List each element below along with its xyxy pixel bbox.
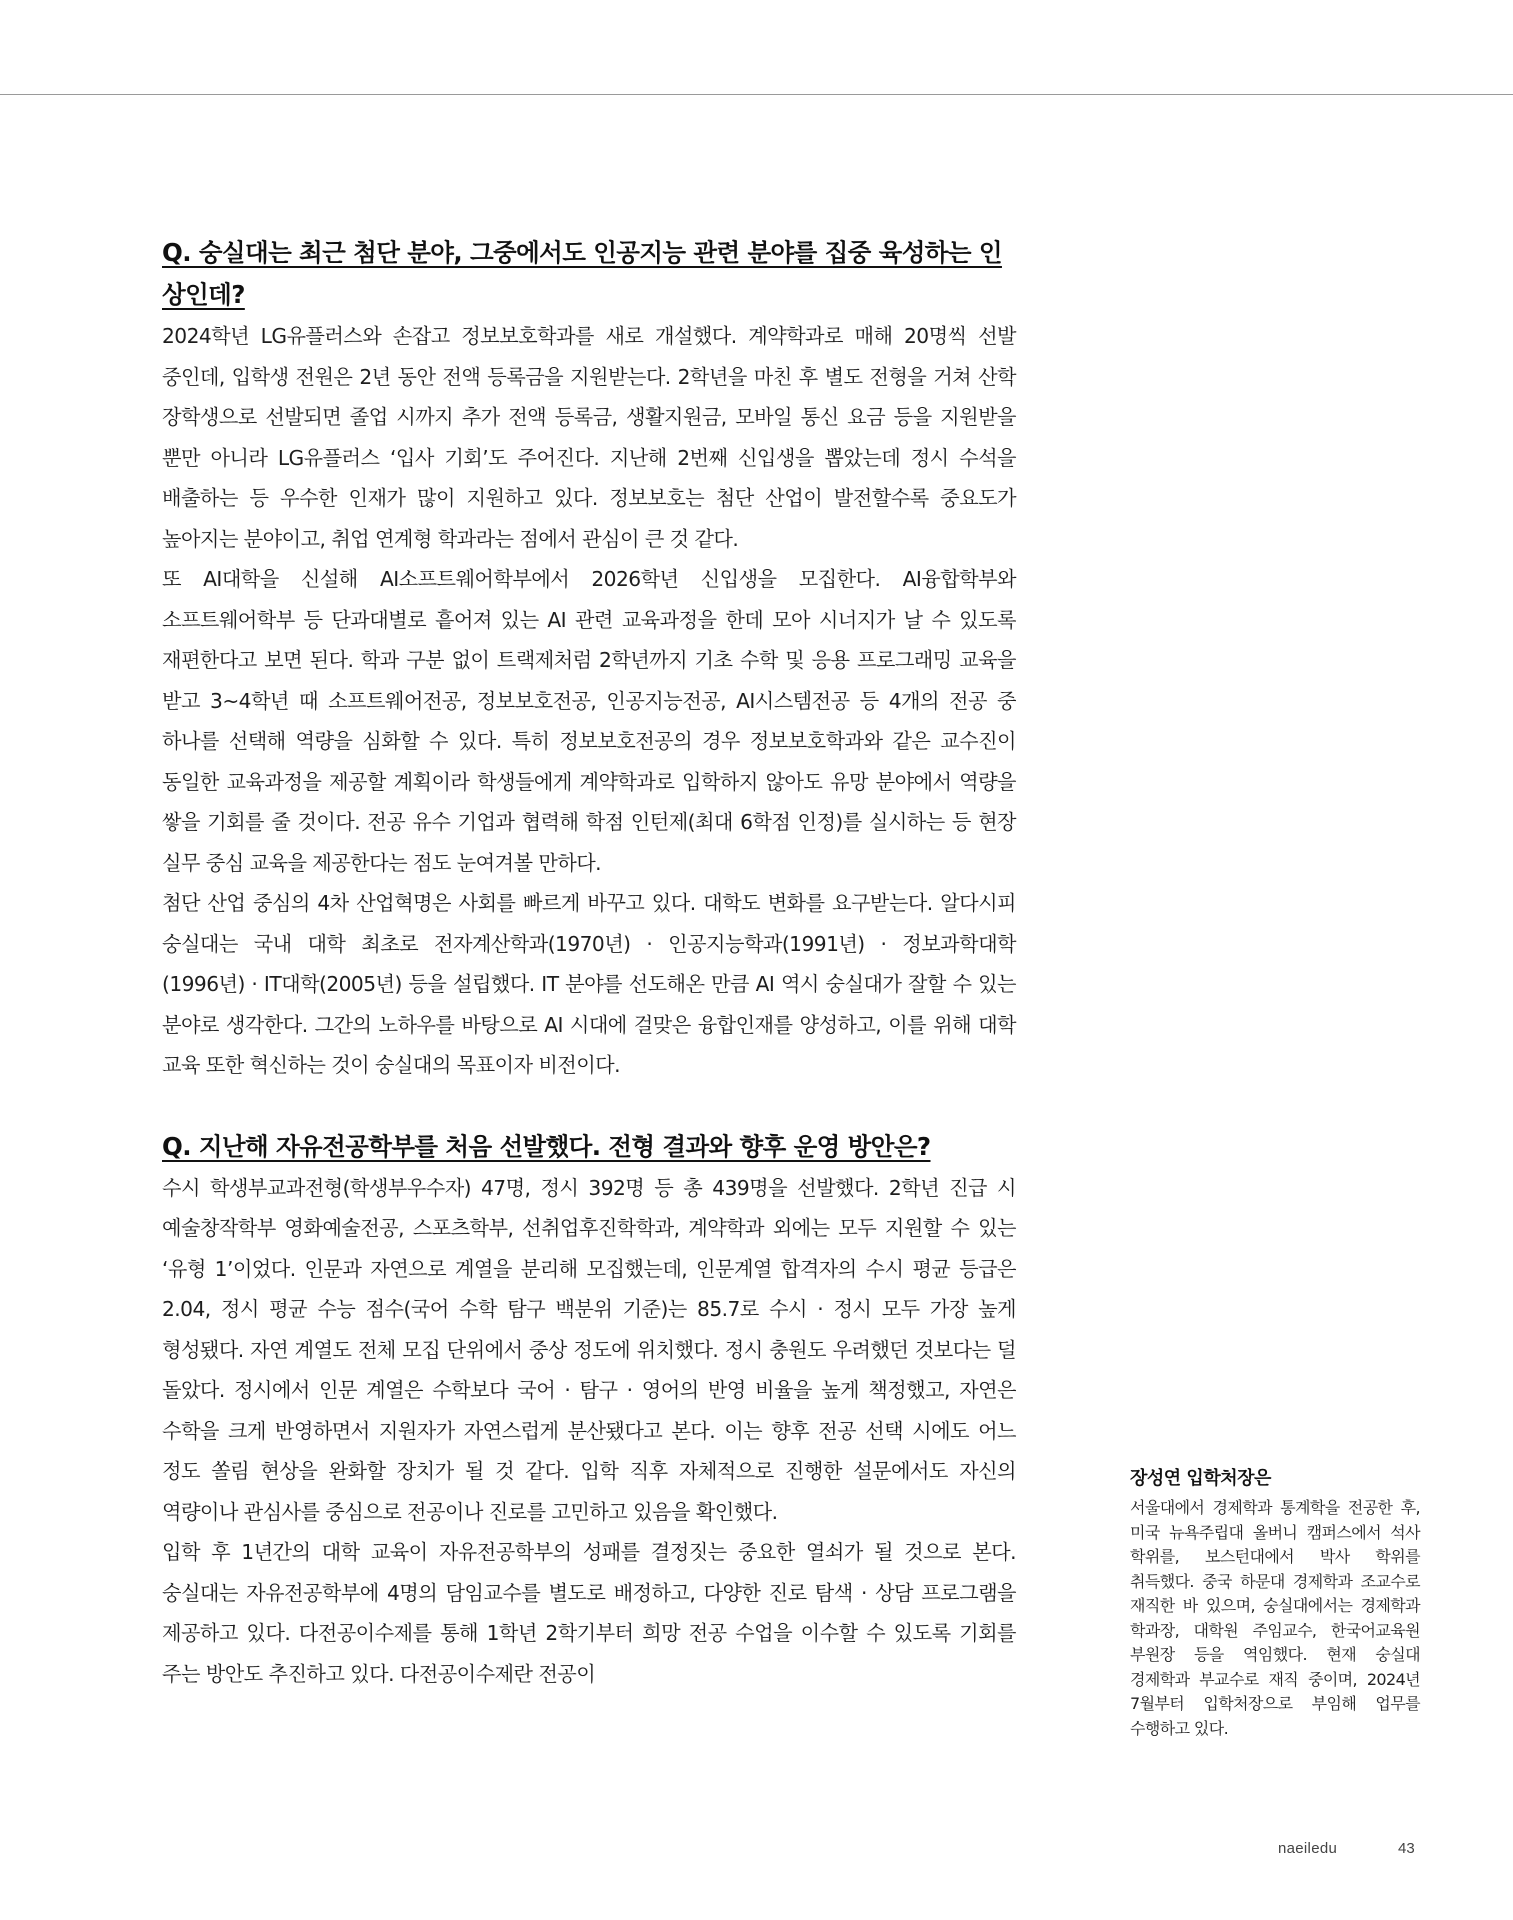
page-number: 43 (1398, 1840, 1415, 1857)
profile-sidebar (1130, 1464, 1420, 1741)
answer-1-paragraph: 또 AI대학을 신설해 AI소프트웨어학부에서 2026학년 신입생을 모집한다. AI융합학부와 소프트웨어학부 등 단과대별로 흩어져 있는 AI 관련 교육과정을 한데 모아 시너지가 날 수 있도록 재편한다고 보면 된다. 학과 구분 없이 트랙제처럼 2학년까지 기초 수학 및 응용 프로그래밍 교육을 받고 3~4학년 때 소프트웨어전공, 정보보호전공, 인공지능전공, AI시스템전공 등 4개의 전공 중 하나를 선택해 역량을 심화할 수 있다. 특히 정보보호전공의 경우 정보보호학과와 같은 교수진이 동일한 교육과정을 제공할 계획이라 학생들에게 계약학과로 입학하지 않아도 유망 분야에서 역량을 쌓을 기회를 줄 것이다. 전공 유수 기업과 협력해 학점 인턴제(최대 6학점 인정)를 실시하는 등 현장 실무 중심 교육을 제공한다는 점도 눈여겨볼 만하다. (162, 567, 1016, 875)
question-2 (162, 1126, 1016, 1168)
question-1 (162, 232, 1016, 316)
answer-2-paragraph: 수시 학생부교과전형(학생부우수자) 47명, 정시 392명 등 총 439명을 선발했다. 2학년 진급 시 예술창작학부 영화예술전공, 스포츠학부, 선취업후진학학과, 계약학과 외에는 모두 지원할 수 있는 ‘유형 1’이었다. 인문과 자연으로 계열을 분리해 모집했는데, 인문계열 합격자의 수시 평균 등급은 2.04, 정시 평균 수능 점수(국어 수학 탐구 백분위 기준)는 85.7로 수시 · 정시 모두 가장 높게 형성됐다. 자연 계열도 전체 모집 단위에서 중상 정도에 위치했다. 정시 충원도 우려했던 것보다는 덜 돌았다. 정시에서 인문 계열은 수학보다 국어 · 탐구 · 영어의 반영 비율을 높게 책정했고, 자연은 수학을 크게 반영하면서 지원자가 자연스럽게 분산됐다고 본다. 이는 향후 전공 선택 시에도 어느 정도 쏠림 현상을 완화할 장치가 될 것 같다. 입학 직후 자체적으로 진행한 설문에서도 자신의 역량이나 관심사를 중심으로 전공이나 진로를 고민하고 있음을 확인했다. (162, 1175, 1016, 1524)
section-gap (162, 1086, 1016, 1126)
profile-name: 장성연 입학처장은 (1130, 1468, 1271, 1489)
profile-bio: 서울대에서 경제학과 통계학을 전공한 후, 미국 뉴욕주립대 올버니 캠퍼스에서 석사 학위를, 보스턴대에서 박사 학위를 취득했다. 중국 하문대 경제학과 조교수로 재직한 바 있으며, 숭실대에서는 경제학과 학과장, 대학원 주임교수, 한국어교육원 부원장 등을 역임했다. 현재 숭실대 경제학과 부교수로 재직 중이며, 2024년 7월부터 입학처장으로 부임해 업무를 수행하고 있다. (1130, 1498, 1420, 1738)
answer-2-paragraph: 입학 후 1년간의 대학 교육이 자유전공학부의 성패를 결정짓는 중요한 열쇠가 될 것으로 본다. 숭실대는 자유전공학부에 4명의 담임교수를 별도로 배정하고, 다양한 진로 탐색 · 상담 프로그램을 제공하고 있다. 다전공이수제를 통해 1학년 2학기부터 희망 전공 수업을 이수할 수 있도록 기회를 주는 방안도 추진하고 있다. 다전공이수제란 전공이 (162, 1540, 1016, 1686)
question-1-text: Q. 숭실대는 최근 첨단 분야, 그중에서도 인공지능 관련 분야를 집중 육성하는 인상인데? (162, 238, 1002, 309)
answer-1-paragraph: 2024학년 LG유플러스와 손잡고 정보보호학과를 새로 개설했다. 계약학과로 매해 20명씩 선발 중인데, 입학생 전원은 2년 동안 전액 등록금을 지원받는다. 2학년을 마친 후 별도 전형을 거쳐 산학 장학생으로 선발되면 졸업 시까지 추가 전액 등록금, 생활지원금, 모바일 통신 요금 등을 지원받을 뿐만 아니라 LG유플러스 ‘입사 기회’도 주어진다. 지난해 2번째 신입생을 뽑았는데 정시 수석을 배출하는 등 우수한 인재가 많이 지원하고 있다. 정보보호는 첨단 산업이 발전할수록 중요도가 높아지는 분야이고, 취업 연계형 학과라는 점에서 관심이 큰 것 같다. (162, 324, 1016, 551)
answer-1-paragraph: 첨단 산업 중심의 4차 산업혁명은 사회를 빠르게 바꾸고 있다. 대학도 변화를 요구받는다. 알다시피 숭실대는 국내 대학 최초로 전자계산학과(1970년) · 인공지능학과(1991년) · 정보과학대학(1996년) · IT대학(2005년) 등을 설립했다. IT 분야를 선도해온 만큼 AI 역시 숭실대가 잘할 수 있는 분야로 생각한다. 그간의 노하우를 바탕으로 AI 시대에 걸맞은 융합인재를 양성하고, 이를 위해 대학 교육 또한 혁신하는 것이 숭실대의 목표이자 비전이다. (162, 891, 1016, 1077)
question-2-text: Q. 지난해 자유전공학부를 처음 선발했다. 전형 결과와 향후 운영 방안은? (162, 1131, 931, 1161)
footer-brand: naeiledu (1278, 1840, 1338, 1857)
article-body (162, 232, 1016, 1694)
header-rule (0, 94, 1513, 95)
